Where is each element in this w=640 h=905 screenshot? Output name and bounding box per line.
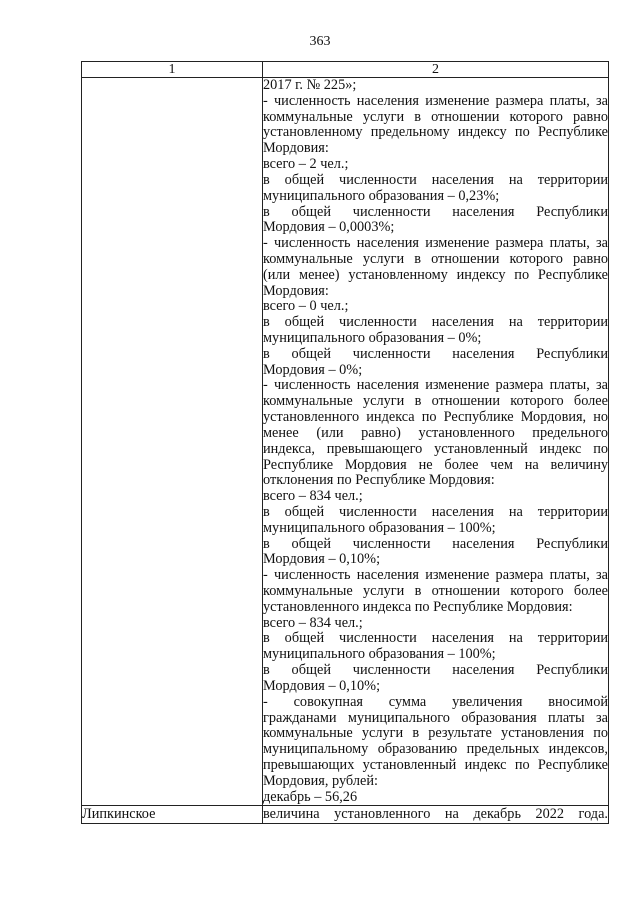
text-line: установленному предельному индексу по Республике <box>263 125 608 141</box>
table-row <box>82 78 609 806</box>
text-line: - численность населения изменение размера платы, за <box>263 93 608 109</box>
text-line: Мордовия – 0,10%; <box>263 552 381 568</box>
text-line: муниципальному образованию предельных индексов, <box>263 742 608 758</box>
text-line: Мордовия – 0%; <box>263 362 363 378</box>
text-line: в общей численности населения на территории <box>263 315 608 331</box>
text-line: муниципального образования – 100%; <box>263 647 496 663</box>
text-line: в общей численности населения Республики <box>263 536 608 552</box>
text-line: муниципального образования – 0,23%; <box>263 188 500 204</box>
text-line: в общей численности населения Республики <box>263 346 608 362</box>
document-table <box>81 61 609 824</box>
text-line: муниципального образования – 100%; <box>263 520 496 536</box>
text-line: коммунальные услуги в отношении которого равно <box>263 109 608 125</box>
text-line: установленного индекса по Республике Мордовия, но <box>263 410 608 426</box>
text-line: установленного индекса по Республике Мордовия: <box>263 599 573 615</box>
text-line: коммунальные услуги в отношении которого более <box>263 394 608 410</box>
text-line: отклонения по Республике Мордовия: <box>263 473 495 489</box>
description-cell: величина установленного на декабрь 2022 года. <box>263 806 608 823</box>
text-line: муниципального образования – 0%; <box>263 331 482 346</box>
column-header-1: 1 <box>82 62 263 78</box>
table-row <box>82 806 609 824</box>
text-line: Мордовия – 0,10%; <box>263 678 381 694</box>
text-line: всего – 834 чел.; <box>263 615 363 631</box>
text-line: превышающих установленный индекс по Республике <box>263 757 608 773</box>
table-header-row <box>82 62 609 78</box>
text-line: всего – 2 чел.; <box>263 157 349 173</box>
text-line: Мордовия – 0,0003%; <box>263 220 395 236</box>
text-line: коммунальные услуги в отношении которого более <box>263 584 608 599</box>
text-line: индекса, превышающего установленный индекс по <box>263 441 608 457</box>
text-line: всего – 834 чел.; <box>263 489 363 505</box>
text-line: 2017 г. № 225»; <box>263 78 357 93</box>
column-header-2: 2 <box>263 62 609 78</box>
text-line: Республике Мордовия не более чем на величину <box>263 457 608 473</box>
text-line: Мордовия: <box>263 283 329 299</box>
text-line: в общей численности населения на территории <box>263 504 608 520</box>
text-line: всего – 0 чел.; <box>263 299 349 315</box>
text-line: Мордовия, рублей: <box>263 773 378 789</box>
text-line: декабрь – 56,26 <box>263 789 358 805</box>
text-line: коммунальные услуги в отношении которого равно <box>263 251 608 267</box>
text-line: в общей численности населения Республики <box>263 663 608 679</box>
description-cell <box>263 78 609 806</box>
text-line: - численность населения изменение размера платы, за <box>263 378 608 394</box>
text-line: - совокупная сумма увеличения вносимой <box>263 694 608 710</box>
text-line: в общей численности населения на территории <box>263 172 608 188</box>
text-line: - численность населения изменение размера платы, за <box>263 568 608 584</box>
text-line: в общей численности населения Республики <box>263 204 608 220</box>
municipality-cell-empty <box>82 78 263 806</box>
text-line: менее (или равно) установленного предельного <box>263 425 608 441</box>
text-line: Мордовия: <box>263 141 329 157</box>
text-line: в общей численности населения на территории <box>263 631 608 647</box>
page-number: 363 <box>309 34 331 49</box>
text-line: (или менее) установленному индексу по Республике <box>263 267 608 283</box>
text-line: - численность населения изменение размера платы, за <box>263 236 608 252</box>
text-line: гражданами муниципального образования платы за <box>263 710 608 726</box>
text-line: коммунальные услуги в результате установления по <box>263 726 608 742</box>
municipality-name-cell: Липкинское <box>82 806 263 824</box>
